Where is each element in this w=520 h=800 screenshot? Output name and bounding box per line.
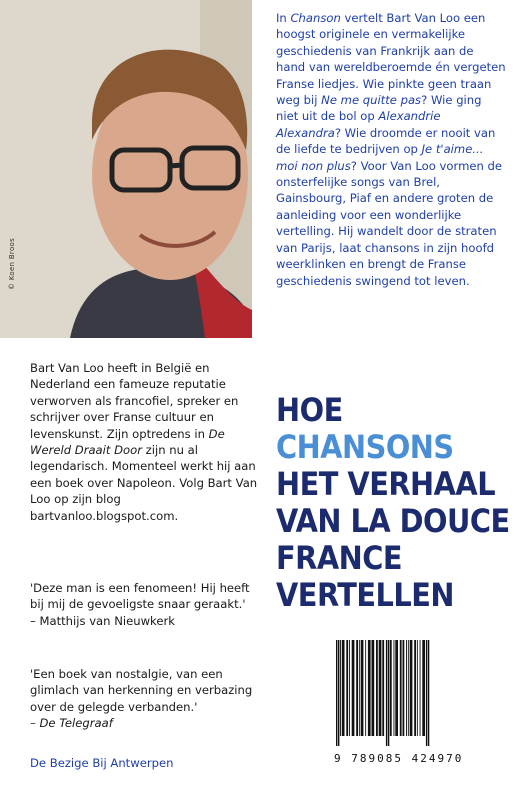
review-quote-1 — [30, 580, 260, 629]
publisher-name: De Bezige Bij Antwerpen — [30, 756, 174, 770]
barcode-bar — [346, 640, 348, 736]
barcode-bar — [417, 640, 418, 736]
italic-title-run: Alexandrie Alexandra — [276, 109, 441, 140]
photo-credit: © Koen Broos — [8, 237, 16, 290]
text-run: zijn nu al legendarisch. Momenteel werkt hij aan een boek over Napoleon. Volg Bart Van Loo op zijn blog bartvanloo.blogspot.com. — [30, 443, 258, 523]
title-line-2-accent: CHANSONS — [276, 428, 454, 466]
barcode-bar — [420, 640, 421, 736]
italic-title-run: Chanson — [290, 11, 341, 25]
title-line-3: HET VERHAAL — [276, 465, 496, 503]
author-bio — [30, 360, 260, 524]
review-quote-2 — [30, 666, 260, 732]
barcode-guard-bar — [388, 640, 389, 746]
barcode-bar — [390, 640, 392, 736]
quote-text: 'Deze man is een fenomeen! Hij heeft bij mij de gevoeligste snaar geraakt.' — [30, 581, 250, 612]
italic-title-run: Ne me quitte pas — [321, 93, 422, 108]
isbn-digits: 9 789085 424970 — [334, 752, 464, 765]
title-line-1: HOE — [276, 391, 343, 429]
barcode-bars — [328, 636, 506, 748]
barcode-bar — [372, 640, 375, 736]
text-run: Bart Van Loo heeft in België en Nederland een fameuze reputatie verworven als francofiel, spreker en schrijver over Franse cultuur en levenskunst. Zijn optredens in — [30, 361, 239, 441]
barcode-guard-bar — [428, 640, 429, 746]
barcode-bar — [365, 640, 366, 736]
author-photo — [0, 0, 252, 338]
book-title — [276, 392, 516, 614]
barcode-guard-bar — [336, 640, 337, 746]
barcode-bar — [349, 640, 350, 736]
barcode-bar — [410, 640, 413, 736]
barcode-bar — [395, 640, 398, 736]
barcode-bar — [422, 640, 425, 736]
barcode-bar — [403, 640, 405, 736]
bio-paragraph — [30, 361, 257, 523]
author-portrait-illustration — [0, 0, 252, 338]
barcode-guard-bar — [338, 640, 339, 746]
barcode-bar — [400, 640, 402, 736]
back-cover-blurb — [276, 10, 506, 289]
title-line-4: VAN LA DOUCE — [276, 502, 510, 540]
barcode-bar — [356, 640, 358, 736]
barcode-guard-bar — [426, 640, 427, 746]
text-run: vertelt Bart Van Loo een hoogst originele en vermakelijke geschiedenis van Frankrijk aan de hand van wereldberoemde én vergeten Franse liedjes. Wie pinkte geen traan weg bij — [276, 11, 506, 108]
barcode-bar — [406, 640, 407, 736]
text-run: ? Wie droomde er nooit van de liefde te bedrijven op — [276, 125, 496, 157]
barcode-bar — [414, 640, 416, 736]
barcode-bar — [368, 640, 371, 736]
quote-source: – De Telegraaf — [30, 716, 113, 731]
text-run: ? Wie ging niet uit de bol op — [276, 93, 482, 124]
barcode-bar — [352, 640, 355, 736]
quote-text: 'Een boek van nostalgie, van een glimlach van herkenning en verbazing over de gelegde verbanden.' — [30, 667, 253, 714]
italic-title-run: Je t'aime... moi non plus — [276, 142, 484, 173]
text-run: ? Voor Van Loo vormen de onsterfelijke songs van Brel, Gainsbourg, Piaf en andere groten de aanleiding voor een wonderlijke vertelling. Hij wandelt door de straten van Parijs, laat chansons in zijn hoofd weerklinken en brengt de Franse geschiedenis swingend tot leven. — [276, 158, 503, 288]
barcode-bar — [382, 640, 384, 736]
quote-source: – Matthijs van Nieuwkerk — [30, 613, 175, 628]
title-line-6: VERTELLEN — [276, 576, 454, 614]
barcode-bar — [376, 640, 378, 736]
text-run: In — [276, 11, 291, 25]
barcode-bar — [394, 640, 395, 736]
barcode-bar — [342, 640, 345, 736]
barcode-bar — [359, 640, 360, 736]
title-line-5: FRANCE — [276, 539, 403, 577]
barcode-bar — [379, 640, 382, 736]
blurb-paragraph — [276, 10, 506, 289]
barcode-bar — [408, 640, 409, 736]
barcode-bar — [361, 640, 364, 736]
italic-title-run: De Wereld Draait Door — [30, 426, 225, 458]
barcode-bar — [340, 640, 341, 736]
barcode-guard-bar — [386, 640, 387, 746]
